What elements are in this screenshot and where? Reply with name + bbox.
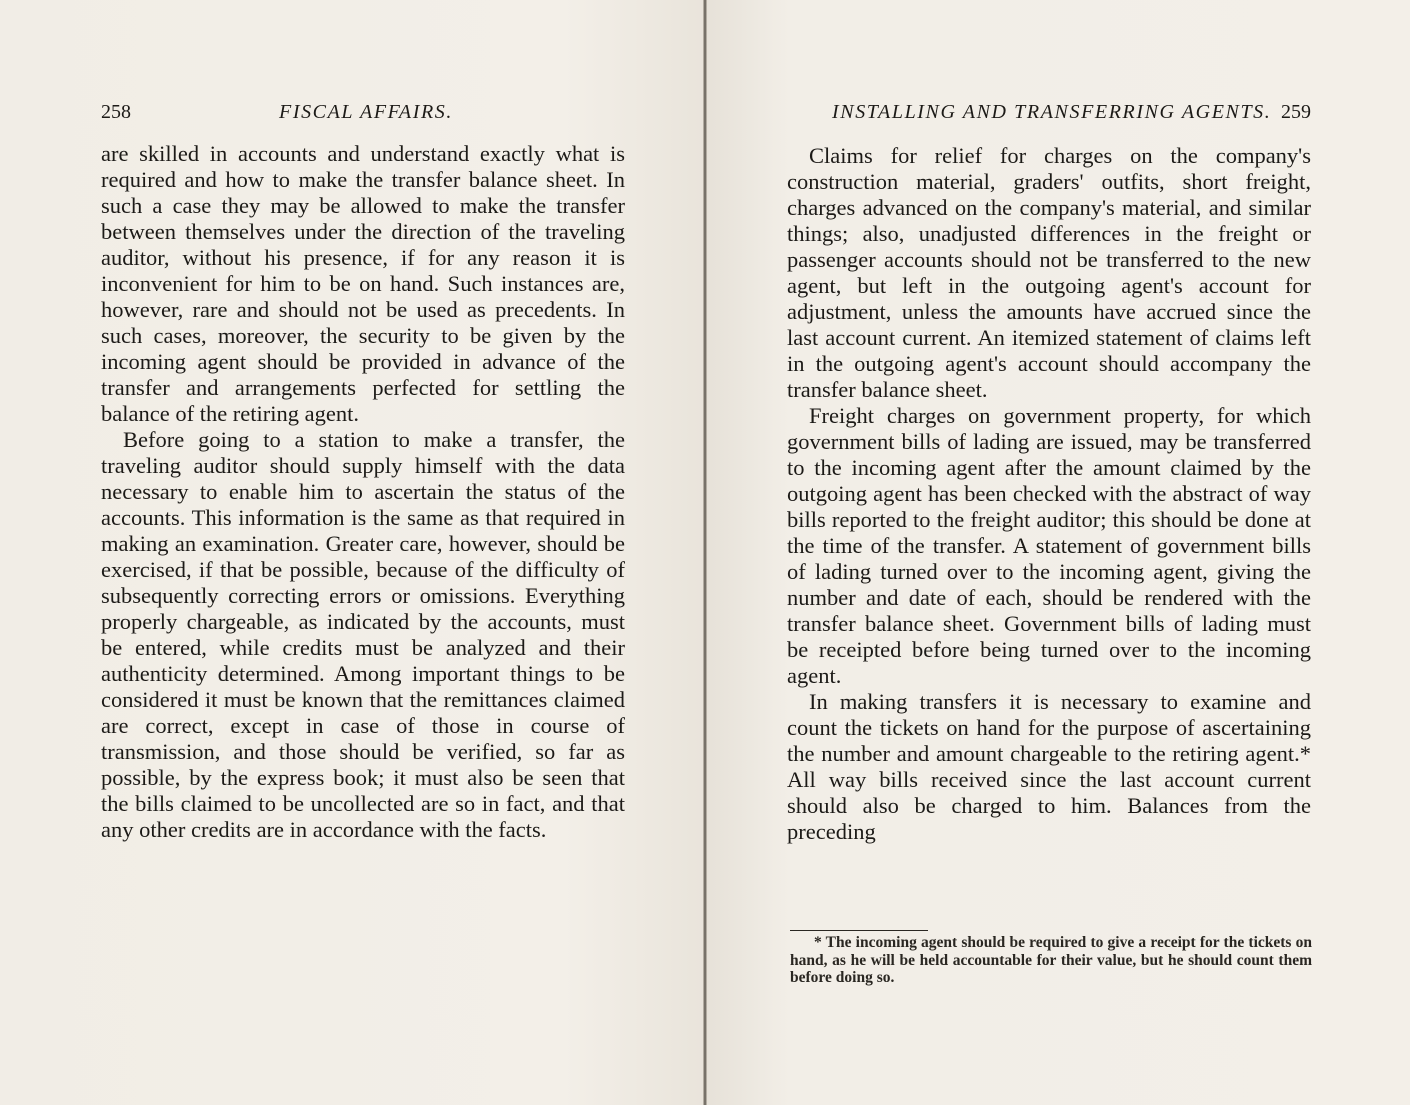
footnote-divider: [790, 930, 928, 931]
left-paragraph-1: are skilled in accounts and understand exactly what is required and how to make the transfer balance sheet. In such a case they may be allowed to make the transfer between themselves under the direction of the traveling auditor, without his presence, if for any reason it is inconvenient for him to be on hand. Such instances are, however, rare and should not be used as precedents. In such cases, moreover, the security to be given by the incoming agent should be provided in advance of the transfer and arrangements perfected for settling the balance of the retiring agent.: [101, 141, 625, 426]
right-paragraph-3: In making transfers it is necessary to examine and count the tickets on hand for the purpose of ascertaining the number and amount chargeable to the retiring agent.* All way bills received since the last account current should also be charged to him. Balances from the preceding: [787, 689, 1311, 844]
left-page-body: [101, 141, 625, 843]
right-paragraph-2: Freight charges on government property, for which government bills of lading are issued, may be transferred to the incoming agent after the amount claimed by the outgoing agent has been checked with the abstract of way bills reported to the freight auditor; this should be done at the time of the transfer. A statement of government bills of lading turned over to the incoming agent, giving the number and date of each, should be rendered with the transfer balance sheet. Government bills of lading must be receipted before being turned over to the incoming agent.: [787, 403, 1311, 688]
footnote: * The incoming agent should be required to give a receipt for the tickets on hand, as he will be held accountable for their value, but he should count them before doing so.: [790, 934, 1312, 986]
left-running-title: FISCAL AFFAIRS.: [279, 101, 453, 123]
right-page-number: 259: [1281, 101, 1311, 123]
right-paragraph-1: Claims for relief for charges on the company's construction material, graders' outfits, short freight, charges advanced on the company's material, and similar things; also, unadjusted differences in the freight or passenger accounts should not be transferred to the new agent, but left in the outgoing agent's account for adjustment, unless the amounts have accrued since the last account current. An itemized statement of claims left in the outgoing agent's account should accompany the transfer balance sheet.: [787, 143, 1311, 402]
right-page-body: [787, 143, 1311, 845]
left-page-header: [101, 98, 625, 126]
left-page-number: 258: [101, 101, 131, 123]
right-running-title: INSTALLING AND TRANSFERRING AGENTS.: [832, 101, 1272, 123]
right-page-header: [787, 98, 1311, 126]
left-paragraph-2: Before going to a station to make a transfer, the traveling auditor should supply himself with the data necessary to enable him to ascertain the status of the accounts. This information is the same as that required in making an examination. Greater care, however, should be exercised, if that be possible, because of the difficulty of subsequently correcting errors or omissions. Everything properly chargeable, as indicated by the accounts, must be entered, while credits must be analyzed and their authenticity determined. Among important things to be considered it must be known that the remittances claimed are correct, except in case of those in course of transmission, and those should be verified, so far as possible, by the express book; it must also be seen that the bills claimed to be uncollected are so in fact, and that any other credits are in accordance with the facts.: [101, 427, 625, 842]
book-gutter: [703, 0, 707, 1105]
